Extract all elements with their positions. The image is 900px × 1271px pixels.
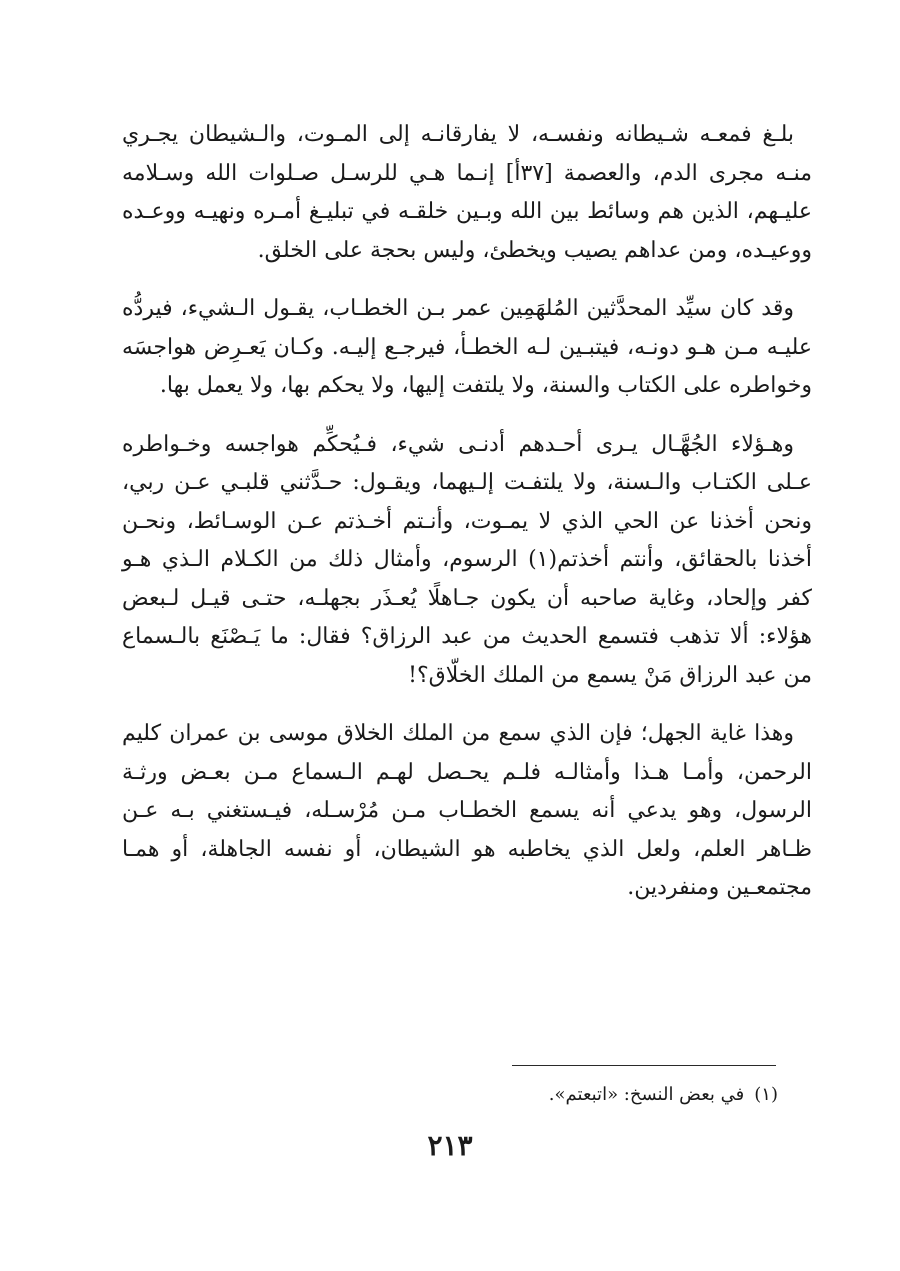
footnote — [300, 1080, 778, 1110]
paragraph-2: وقد كان سيِّد المحدَّثين المُلهَمِين عمر بـن الخطـاب، يقـول الـشيء، فيردُّه عليـه مـن هـو دونـه، فيتبـين لـه الخطـأ، فيرجـع إليـه. وكـان يَعـرِض هواجسَه وخواطره على الكتاب والسنة، ولا يلتفت إليها، ولا يحكم بها، ولا يعمل بها. — [122, 296, 812, 398]
page-number: ٢١٣ — [427, 1129, 473, 1162]
paragraph-1: بلـغ فمعـه شـيطانه ونفسـه، لا يفارقانـه إلى المـوت، والـشيطان يجـري منـه مجرى الدم، والعصمة [٣٧أ] إنـما هـي للرسـل صـلوات الله وسـلامه عليـهم، الذين هم وسائط بين الله وبـين خلقـه في تبليـغ أمـره ونهيـه ووعـده ووعيـده، ومن عداهم يصيب ويخطئ، وليس بحجة على الخلق. — [122, 122, 812, 263]
main-text — [122, 116, 812, 908]
paragraph-4: وهذا غاية الجهل؛ فإن الذي سمع من الملك الخلاق موسى بن عمران كليم الرحمن، وأمـا هـذا وأمثالـه فلـم يحـصل لهـم الـسماع مـن بعـض ورثـة الرسول، وهو يدعي أنه يسمع الخطـاب مـن مُرْسـله، فيـستغني بـه عـن ظـاهر العلم، ولعل الذي يخاطبه هو الشيطان، أو نفسه الجاهلة، أو همـا مجتمعـين ومنفردين. — [122, 721, 813, 900]
paragraph-3: وهـؤلاء الجُهَّـال يـرى أحـدهم أدنـى شيء، فـيُحكِّم هواجسه وخـواطره عـلى الكتـاب والـسنة، ولا يلتفـت إلـيهما، ويقـول: حـدَّثني قلبـي عـن ربي، ونحن أخذنا عن الحي الذي لا يمـوت، وأنـتم أخـذتم عـن الوسـائط، ونحـن أخذنا بالحقائق، وأنتم أخذتم(١) الرسوم، وأمثال ذلك من الكـلام الـذي هـو كفر وإلحاد، وغاية صاحبه أن يكون جـاهلًا يُعـذَر بجهلـه، حتـى قيـل لـبعض هؤلاء: ألا تذهب فتسمع الحديث من عبد الرزاق؟ فقال: ما يَـصْنَع بالـسماع من عبد الرزاق مَنْ يسمع من الملك الخلّاق؟! — [122, 431, 813, 688]
footnote-divider — [512, 1065, 776, 1066]
footnote-marker: (١) — [754, 1084, 778, 1105]
footnote-text: في بعض النسخ: «اتبعتم». — [548, 1084, 745, 1105]
